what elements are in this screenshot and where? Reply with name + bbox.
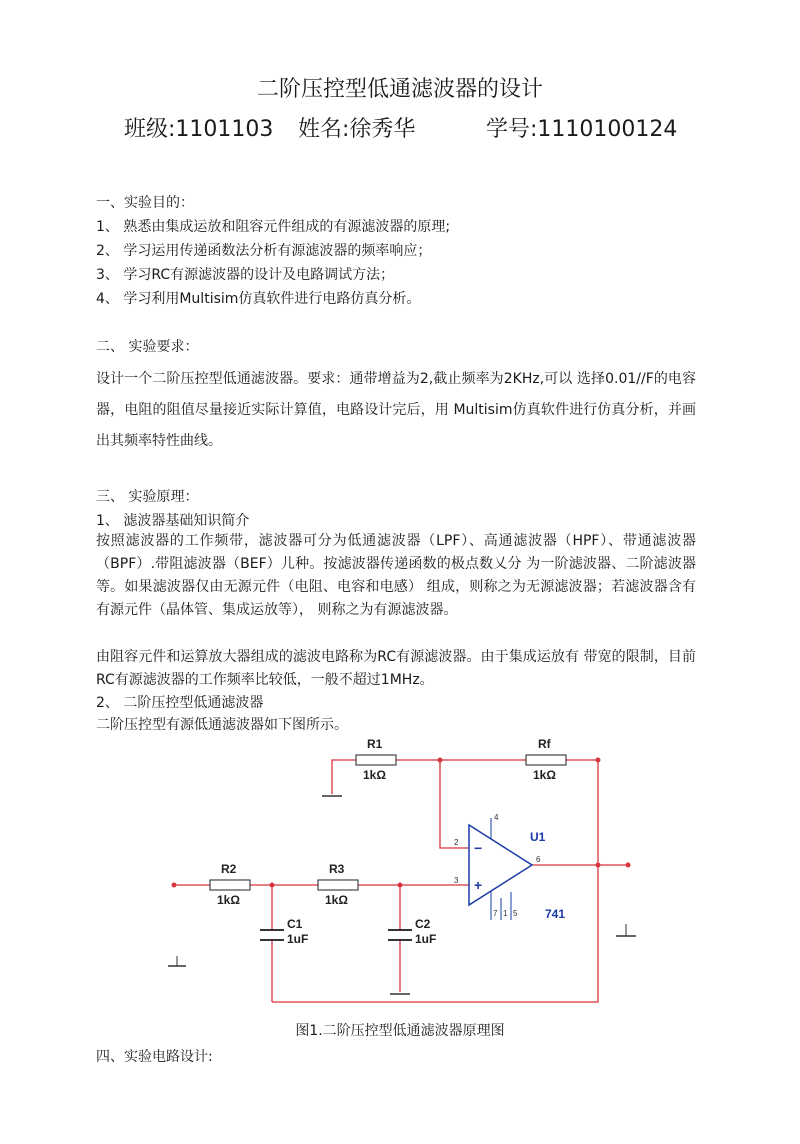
opamp-label: U1 <box>530 830 546 844</box>
capacitors <box>260 930 412 940</box>
c2-label: C2 <box>415 917 431 931</box>
r3-value: 1kΩ <box>325 893 348 907</box>
resistors <box>210 755 566 890</box>
rf-label: Rf <box>538 737 551 751</box>
c1-label: C1 <box>287 917 303 931</box>
r2-resistor <box>210 880 250 890</box>
r1-resistor <box>356 755 396 765</box>
section2-heading: 二、 实验要求： <box>96 339 199 355</box>
section3-subheading-2: 2、 二阶压控型低通滤波器 <box>96 695 264 711</box>
c2-value: 1uF <box>415 932 437 946</box>
document-title: 二阶压控型低通滤波器的设计 <box>256 77 543 102</box>
section3-intro: 二阶压控型有源低通滤波器如下图所示。 <box>96 717 348 733</box>
opamp-model: 741 <box>545 907 566 921</box>
circuit-diagram <box>160 730 640 1015</box>
r3-label: R3 <box>329 862 345 876</box>
inverting-input-symbol: − <box>474 840 483 856</box>
section3-heading: 三、 实验原理： <box>96 489 199 505</box>
r1-label: R1 <box>367 737 383 751</box>
list-item: 2、 学习运用传递函数法分析有源滤波器的频率响应； <box>96 243 432 259</box>
section4-heading: 四、实验电路设计: <box>96 1049 213 1065</box>
section3-subheading-1: 1、 滤波器基础知识简介 <box>96 513 250 529</box>
noninverting-input-symbol: + <box>474 877 483 893</box>
section3-paragraph-1: 按照滤波器的工作频带，滤波器可分为低通滤波器（LPF）、高通滤波器（HPF）、带通滤波器（BPF）.带阻滤波器（BEF）儿种。按滤波器传递函数的极点数乂分 为一阶滤波器、二阶滤波器等。如果滤波器仅由无源元件（电阻、电容和电感） 组成，则称之为无源滤波器；若滤波器含有有源元件（晶体管、集成运放等）， 则称之为有源滤波器。 <box>96 533 696 618</box>
pin-label: 1 <box>503 909 508 918</box>
section2-text: 设计一个二阶压控型低通滤波器。要求：通带增益为2,截止频率为2KHz,可以 选择0.01//F的电容器，电阻的阻值尽量接近实际计算值，电路设计完后，用 Multisim仿真软件进行仿真分析，并画出其频率特性曲线。 <box>96 371 696 449</box>
r1-value: 1kΩ <box>363 768 386 782</box>
list-item: 4、 学习利用Multisim仿真软件进行电路仿真分析。 <box>96 291 421 307</box>
r2-label: R2 <box>221 862 237 876</box>
opamp-symbol <box>469 818 532 920</box>
section1-heading: 一、实验目的： <box>96 195 194 211</box>
r2-value: 1kΩ <box>217 893 240 907</box>
class-field: 班级:1101103 <box>124 117 274 142</box>
pin-label: 6 <box>536 855 541 864</box>
figure-caption: 图1.二阶压控型低通滤波器原理图 <box>295 1023 505 1039</box>
list-item: 3、 学习RC有源滤波器的设计及电路调试方法； <box>96 267 395 283</box>
junction-dots <box>172 758 631 888</box>
rf-value: 1kΩ <box>533 768 556 782</box>
rf-resistor <box>526 755 566 765</box>
section3-paragraph-2: 由阻容元件和运算放大器组成的滤波电路称为RC有源滤波器。由于集成运放有 带宽的限制，目前RC有源滤波器的工作频率比较低，一般不超过1MHz。 <box>96 649 696 688</box>
pin-label: 7 <box>493 909 498 918</box>
student-id-field: 学号:1110100124 <box>486 117 678 142</box>
pin-label: 5 <box>513 909 518 918</box>
pin-label: 4 <box>494 813 499 822</box>
list-item: 1、 熟悉由集成运放和阻容元件组成的有源滤波器的原理; <box>96 219 451 235</box>
name-field: 姓名:徐秀华 <box>298 117 416 142</box>
c1-value: 1uF <box>287 932 309 946</box>
pin-label: 2 <box>454 838 459 847</box>
pin-label: 3 <box>454 876 459 885</box>
r3-resistor <box>318 880 358 890</box>
